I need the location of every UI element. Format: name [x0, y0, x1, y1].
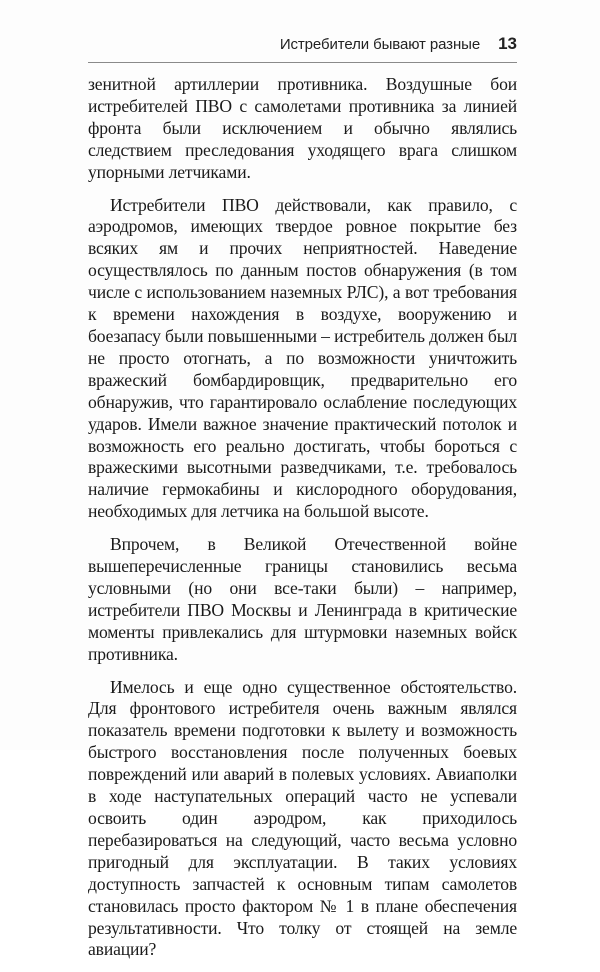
page-number: 13	[498, 34, 517, 53]
running-head	[88, 34, 517, 64]
paragraph-continuation: зенитной артиллерии противника. Воздушные бои истребителей ПВО с самолетами противника за линией фронта были исключением и обычно являлись следствием преследования уходящего врага слишком упорными летчиками.	[88, 74, 517, 182]
running-head-title: Истребители бывают разные	[279, 36, 481, 53]
paragraph: Впрочем, в Великой Отечественной войне вышеперечисленные границы становились весьма условными (но они все-таки были) – например, истребители ПВО Москвы и Ленинграда в критические моменты привлекались для штурмовки наземных войск противника.	[88, 534, 517, 664]
header-rule	[88, 62, 517, 63]
body-text	[88, 74, 517, 972]
paragraph: Имелось и еще одно существенное обстоятельство. Для фронтового истребителя очень важным являлся показатель времени подготовки к вылету и возможность быстрого восстановления после полученных боевых повреждений или аварий в полевых условиях. Авиаполки в ходе наступательных операций часто не успевали освоить один аэродром, как приходилось перебазироваться на следующий, часто весьма условно пригодный для эксплуатации. В таких условиях доступность запчастей к основным типам самолетов становилась просто фактором № 1 в плане обеспечения результативности. Что толку от стоящей на земле авиации?	[88, 676, 517, 960]
paragraph: Истребители ПВО действовали, как правило, с аэродромов, имеющих твердое ровное покрытие без всяких ям и прочих неприятностей. Наведение осуществлялось по данным постов обнаружения (в том числе с использованием наземных РЛС), а вот требования к времени нахождения в воздухе, вооружению и боезапасу были повышенными – истребитель должен был не просто отогнать, а по возможности уничтожить вражеский бомбардировщик, предварительно его обнаружив, что гарантировало ослабление последующих ударов. Имели важное значение практический потолок и возможность его реально достигать, чтобы бороться с вражескими высотными разведчиками, т.е. требовалось наличие гермокабины и кислородного оборудования, необходимых для летчика на большой высоте.	[88, 194, 517, 522]
